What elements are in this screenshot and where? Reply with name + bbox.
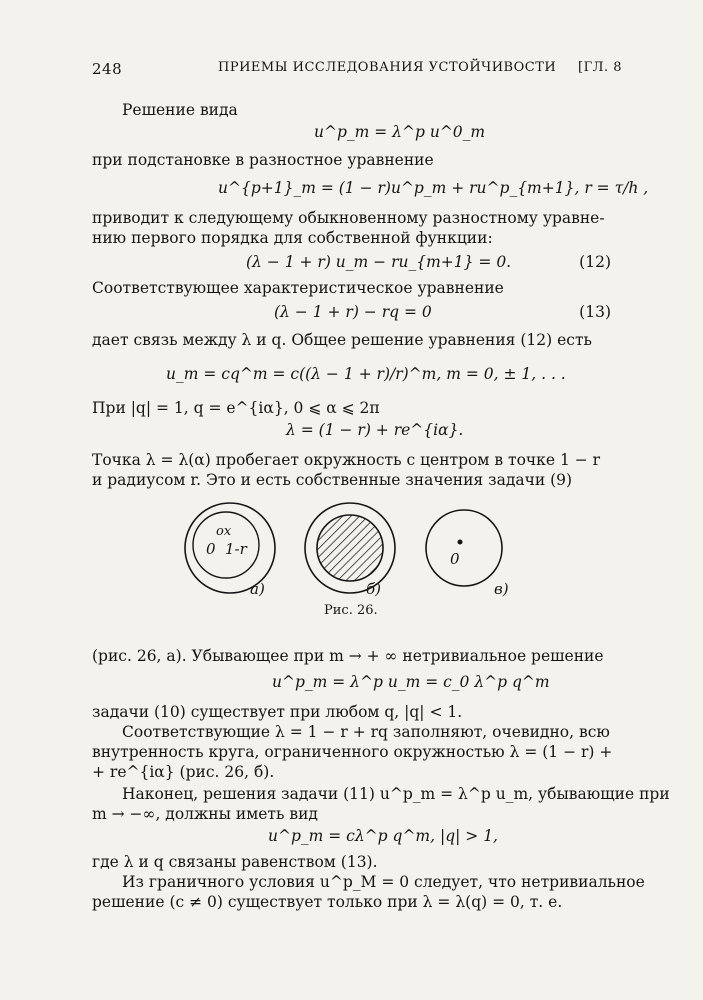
figure-label-b: б) bbox=[366, 580, 382, 598]
text-line: Соответствующее характеристическое уравнение bbox=[92, 279, 504, 297]
figure-caption: Рис. 26. bbox=[324, 603, 378, 618]
text-line: m → −∞, должны иметь вид bbox=[92, 805, 318, 823]
text-line: + re^{iα} (рис. 26, б). bbox=[92, 763, 275, 781]
panel-c bbox=[426, 510, 502, 586]
equation-number: (13) bbox=[579, 303, 611, 321]
text-line: Из граничного условия u^p_M = 0 следует, что нетривиальное bbox=[122, 873, 645, 891]
figure-point-1-r: 1-r bbox=[225, 540, 247, 558]
equation-number: (12) bbox=[579, 253, 611, 271]
text-line: внутренность круга, ограниченного окружностью λ = (1 − r) + bbox=[92, 743, 613, 761]
text-line: Наконец, решения задачи (11) u^p_m = λ^p u_m, убывающие при bbox=[122, 785, 670, 803]
figure-point-0-c: 0 bbox=[450, 550, 460, 568]
figure-mark-a: ох bbox=[216, 524, 232, 539]
text-line: Решение вида bbox=[122, 101, 238, 119]
text-line: где λ и q связаны равенством (13). bbox=[92, 853, 378, 871]
text-line: (рис. 26, а). Убывающее при m → + ∞ нетривиальное решение bbox=[92, 647, 604, 665]
equation: (λ − 1 + r) u_m − ru_{m+1} = 0. bbox=[246, 253, 512, 271]
figure-label-c: в) bbox=[494, 580, 509, 598]
chapter-label: [ГЛ. 8 bbox=[578, 60, 623, 75]
text-line: приводит к следующему обыкновенному разностному уравне- bbox=[92, 209, 605, 227]
equation: u^p_m = cλ^p q^m, |q| > 1, bbox=[268, 827, 498, 845]
equation: u_m = cq^m = c((λ − 1 + r)/r)^m, m = 0, ± 1, . . . bbox=[166, 365, 566, 383]
equation: u^p_m = λ^p u^0_m bbox=[314, 123, 486, 141]
equation: λ = (1 − r) + re^{iα}. bbox=[286, 421, 464, 439]
text-line: при подстановке в разностное уравнение bbox=[92, 151, 434, 169]
figure-point-0-a: 0 bbox=[206, 540, 216, 558]
panel-b bbox=[305, 503, 395, 593]
text-line: решение (c ≠ 0) существует только при λ = λ(q) = 0, т. е. bbox=[92, 893, 563, 911]
running-title: ПРИЕМЫ ИССЛЕДОВАНИЯ УСТОЙЧИВОСТИ bbox=[218, 60, 557, 75]
text-line: нию первого порядка для собственной функции: bbox=[92, 229, 493, 247]
text-line: Соответствующие λ = 1 − r + rq заполняют, очевидно, всю bbox=[122, 723, 610, 741]
equation: u^p_m = λ^p u_m = c_0 λ^p q^m bbox=[272, 673, 550, 691]
figure-label-a: а) bbox=[250, 580, 265, 598]
equation: (λ − 1 + r) − rq = 0 bbox=[274, 303, 432, 321]
page-number: 248 bbox=[92, 60, 123, 78]
equation: u^{p+1}_m = (1 − r)u^p_m + ru^p_{m+1}, r = τ/h , bbox=[218, 179, 649, 197]
text-line: При |q| = 1, q = e^{iα}, 0 ⩽ α ⩽ 2π bbox=[92, 399, 380, 417]
text-line: и радиусом r. Это и есть собственные значения задачи (9) bbox=[92, 471, 573, 489]
text-line: Точка λ = λ(α) пробегает окружность с центром в точке 1 − r bbox=[92, 451, 601, 469]
text-line: дает связь между λ и q. Общее решение уравнения (12) есть bbox=[92, 331, 592, 349]
text-line: задачи (10) существует при любом q, |q| < 1. bbox=[92, 703, 463, 721]
